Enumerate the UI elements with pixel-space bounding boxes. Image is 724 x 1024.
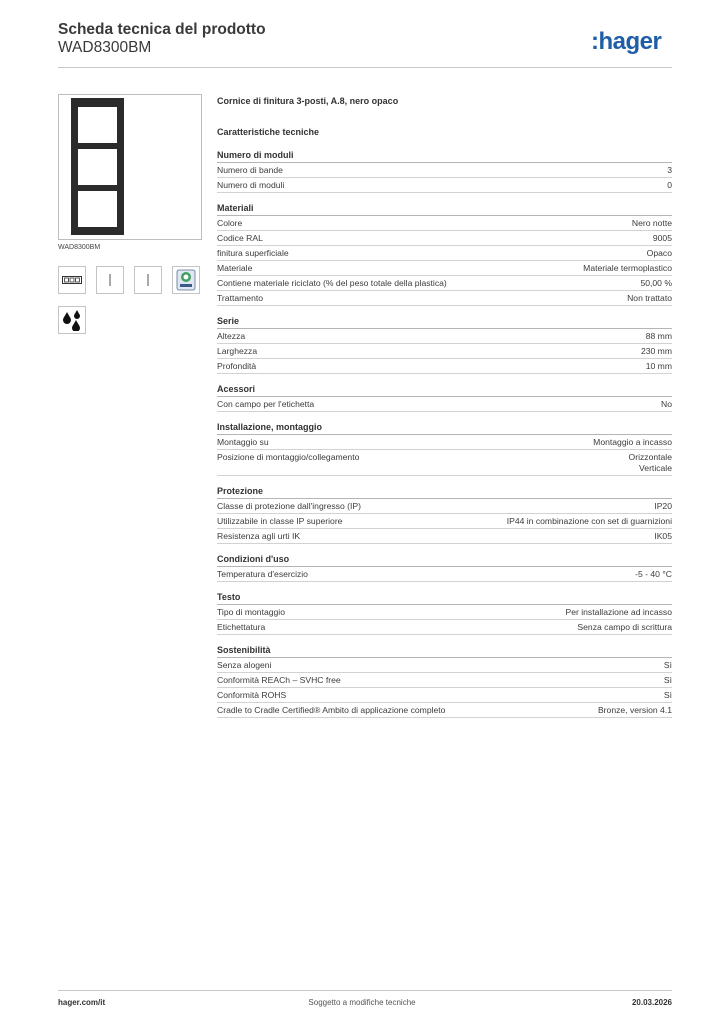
spec-value [507, 516, 672, 527]
spec-row [217, 567, 672, 582]
spec-value-line: -5 - 40 °C [635, 568, 672, 579]
spec-row [217, 261, 672, 276]
spec-value [667, 180, 672, 191]
spec-value-line: 0 [667, 179, 672, 190]
spec-label: Materiale [217, 262, 253, 273]
spec-value [632, 218, 672, 229]
spec-value [593, 437, 672, 448]
spec-value-line: Nero notte [631, 217, 672, 228]
spec-label: Resistenza agli urti IK [217, 530, 301, 541]
spec-row [217, 514, 672, 529]
spec-value [646, 361, 672, 372]
product-name: Cornice di finitura 3-posti, A.8, nero opaco [217, 96, 399, 106]
vertical-bar-icon [108, 274, 112, 286]
photo-caption: WAD8300BM [58, 244, 101, 251]
spec-value [629, 452, 672, 474]
spec-label: Senza alogeni [217, 659, 272, 670]
spec-row [217, 276, 672, 291]
spec-section [217, 315, 672, 374]
spec-value-line: Orizzontale [628, 451, 672, 462]
spec-row [217, 703, 672, 718]
footer-date: 20.03.2026 [631, 998, 672, 1007]
spec-value [664, 690, 672, 701]
footer-website: hager.com/it [58, 998, 106, 1007]
spec-value-line: 3 [667, 164, 672, 175]
footer-divider [58, 990, 672, 991]
vertical-bar-icon-box [96, 266, 124, 294]
section-title: Condizioni d'uso [217, 553, 672, 567]
spec-label: Codice RAL [217, 232, 263, 243]
spec-row [217, 178, 672, 193]
spec-section [217, 485, 672, 544]
spec-value [577, 622, 672, 633]
spec-label: Montaggio su [217, 436, 269, 447]
section-title: Sostenibilità [217, 644, 672, 658]
header-divider [58, 67, 672, 68]
spec-row [217, 359, 672, 374]
spec-value-line: Sì [663, 689, 672, 700]
specifications [217, 96, 672, 727]
spec-row [217, 246, 672, 261]
spec-value-line: 230 mm [640, 345, 672, 356]
spec-value-line: IK05 [654, 530, 672, 541]
spec-value-line: Verticale [639, 462, 672, 473]
spec-label: finitura superficiale [217, 247, 289, 258]
spec-value-line: No [661, 398, 672, 409]
characteristics-heading: Caratteristiche tecniche [217, 127, 320, 137]
section-title: Installazione, montaggio [217, 421, 672, 435]
spec-section [217, 644, 672, 718]
spec-section [217, 202, 672, 306]
product-photo [58, 94, 202, 240]
spec-row [217, 688, 672, 703]
spec-value-line: 88 mm [645, 330, 672, 341]
spec-row [217, 499, 672, 514]
spec-label: Posizione di montaggio/collegamento [217, 451, 360, 462]
spec-row [217, 216, 672, 231]
spec-section [217, 553, 672, 582]
section-title: Materiali [217, 202, 672, 216]
spec-label: Conformità ROHS [217, 689, 287, 700]
spec-row [217, 291, 672, 306]
spec-row [217, 231, 672, 246]
spec-label: Numero di bande [217, 164, 283, 175]
spec-value [565, 607, 672, 618]
spec-value-line: IP20 [654, 500, 672, 511]
spec-value-line: Montaggio a incasso [593, 436, 672, 447]
spec-label: Cradle to Cradle Certified® Ambito di applicazione completo [217, 704, 446, 715]
footer-note: Soggetto a modifiche tecniche [308, 998, 416, 1007]
spec-value-line: 50,00 % [640, 277, 672, 288]
spec-row [217, 163, 672, 178]
section-title: Serie [217, 315, 672, 329]
spec-row [217, 658, 672, 673]
spec-value-line: Bronze, version 4.1 [597, 704, 672, 715]
spec-label: Classe di protezione dall'ingresso (IP) [217, 500, 361, 511]
spec-value [647, 248, 672, 259]
spec-value-line: 9005 [652, 232, 672, 243]
spec-label: Numero di moduli [217, 179, 285, 190]
spec-label: Utilizzabile in classe IP superiore [217, 515, 343, 526]
logo-text: :hager [591, 28, 662, 55]
spec-label: Contiene materiale riciclato (% del peso totale della plastica) [217, 277, 447, 288]
spec-row [217, 529, 672, 544]
spec-label: Colore [217, 217, 243, 228]
section-title: Protezione [217, 485, 672, 499]
frame-illustration [59, 95, 201, 239]
eco-badge-icon-box [172, 266, 200, 294]
spec-value [646, 331, 672, 342]
spec-label: Larghezza [217, 345, 258, 356]
vertical-bar-icon-box-2 [134, 266, 162, 294]
spec-row [217, 397, 672, 412]
spec-section [217, 383, 672, 412]
spec-value-line: Non trattato [627, 292, 672, 303]
spec-value-line: Opaco [646, 247, 672, 258]
spec-label: Temperatura d'esercizio [217, 568, 308, 579]
water-drops-icon-box [58, 306, 86, 334]
spec-sections [217, 149, 672, 718]
spec-row [217, 329, 672, 344]
spec-value-line: 10 mm [645, 360, 672, 371]
spec-section [217, 149, 672, 193]
spec-label: Profondità [217, 360, 257, 371]
three-module-icon [62, 275, 82, 285]
spec-label: Con campo per l'etichetta [217, 398, 315, 409]
spec-section [217, 421, 672, 476]
vertical-bar-icon [146, 274, 150, 286]
document-title: Scheda tecnica del prodotto [58, 21, 266, 38]
spec-value [653, 233, 672, 244]
three-module-icon-box [58, 266, 86, 294]
spec-value-line: Sì [663, 659, 672, 670]
spec-row [217, 344, 672, 359]
spec-row [217, 450, 672, 476]
spec-row [217, 620, 672, 635]
section-title: Numero di moduli [217, 149, 672, 163]
spec-label: Trattamento [217, 292, 264, 303]
hager-logo [591, 27, 671, 57]
spec-value [641, 346, 672, 357]
spec-label: Etichettatura [217, 621, 266, 632]
spec-value [598, 705, 672, 716]
spec-value [664, 675, 672, 686]
spec-label: Altezza [217, 330, 246, 341]
section-title: Testo [217, 591, 672, 605]
spec-label: Conformità REACh – SVHC free [217, 674, 341, 685]
spec-value-line: IP44 in combinazione con set di guarnizioni [506, 515, 672, 526]
spec-label: Tipo di montaggio [217, 606, 285, 617]
spec-value-line: Sì [663, 674, 672, 685]
spec-value-line: Per installazione ad incasso [565, 606, 672, 617]
spec-value-line: Senza campo di scrittura [577, 621, 672, 632]
spec-row [217, 673, 672, 688]
spec-value [664, 660, 672, 671]
spec-value [654, 501, 672, 512]
spec-value [583, 263, 672, 274]
spec-section [217, 591, 672, 635]
product-code: WAD8300BM [58, 39, 152, 56]
spec-value-line: Materiale termoplastico [583, 262, 672, 273]
section-title: Acessori [217, 383, 672, 397]
spec-value [627, 293, 672, 304]
spec-value [667, 165, 672, 176]
spec-value [635, 569, 672, 580]
spec-row [217, 605, 672, 620]
spec-value [640, 278, 672, 289]
eco-badge-icon [176, 269, 196, 291]
spec-value [654, 531, 672, 542]
spec-row [217, 435, 672, 450]
spec-value [661, 399, 672, 410]
water-drops-icon [61, 309, 83, 331]
